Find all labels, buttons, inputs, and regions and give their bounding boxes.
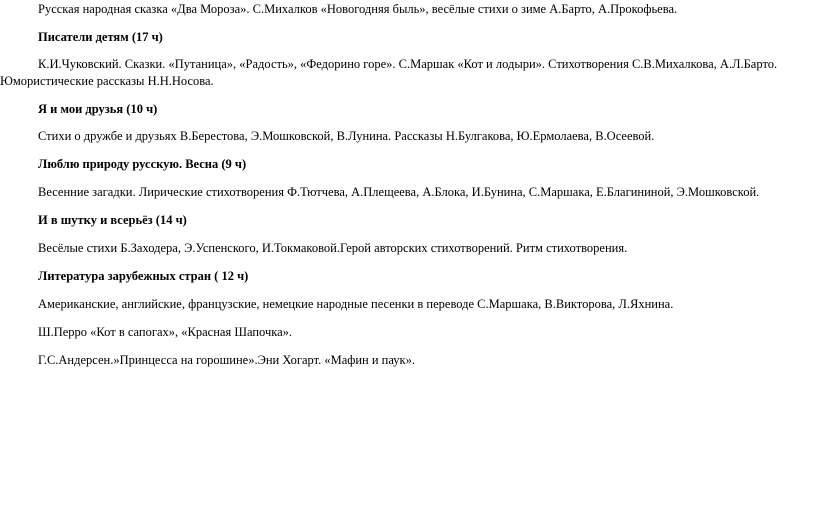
- section-heading-writers: Писатели детям (17 ч): [38, 30, 163, 44]
- section-heading-spring: Люблю природу русскую. Весна (9 ч): [38, 157, 247, 171]
- section-heading-humor: И в шутку и всерьёз (14 ч): [38, 213, 187, 227]
- paragraph-folk-tale: Русская народная сказка «Два Мороза». С.Михалков «Новогодняя быль», весёлые стихи о зиме А.Барто, А.Прокофьева.: [38, 2, 678, 16]
- section-heading-foreign: Литература зарубежных стран ( 12 ч): [38, 269, 249, 283]
- paragraph-humor: Весёлые стихи Б.Заходера, Э.Успенского, И.Токмаковой.Герой авторских стихотворений. Ритм стихотворения.: [38, 241, 628, 255]
- paragraph-friendship: Стихи о дружбе и друзьях В.Берестова, Э.Мошковской, В.Лунина. Рассказы Н.Булгакова, Ю.Ермолаева, В.Осеевой.: [38, 129, 655, 143]
- paragraph-spring: Весенние загадки. Лирические стихотворения Ф.Тютчева, А.Плещеева, А.Блока, И.Бунина, С.Маршака, Е.Благининой, Э.Мошковской.: [38, 185, 760, 199]
- section-heading-friends: Я и мои друзья (10 ч): [38, 102, 158, 116]
- paragraph-songs: Американские, английские, французские, немецкие народные песенки в переводе С.Маршака, В.Викторова, Л.Яхнина.: [38, 297, 674, 311]
- paragraph-andersen: Г.С.Андерсен.»Принцесса на горошине».Эни Хогарт. «Мафин и паук».: [38, 353, 415, 367]
- paragraph-perrault: Ш.Перро «Кот в сапогах», «Красная Шапочка».: [38, 325, 293, 339]
- paragraph-nosov: Юмористические рассказы Н.Н.Носова.: [0, 74, 214, 88]
- paragraph-chukovsky: К.И.Чуковский. Сказки. «Путаница», «Радость», «Федорино горе». С.Маршак «Кот и лодыри». Стихотворения С.В.Михалкова, А.Л.Барто.: [38, 57, 778, 71]
